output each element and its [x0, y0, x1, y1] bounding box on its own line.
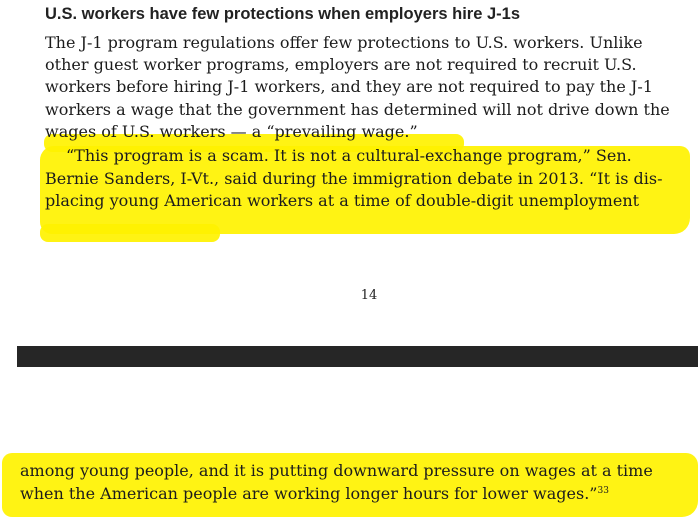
text-line: wages of U.S. workers — a “prevailing wage.” — [45, 122, 418, 141]
footnote-reference: 33 — [597, 486, 609, 496]
section-heading: U.S. workers have few protections when employers hire J-1s — [45, 5, 520, 23]
text-line-content: when the American people are working longer hours for lower wages.” — [20, 484, 598, 503]
text-line: Bernie Sanders, I-Vt., said during the immigration debate in 2013. “It is dis- — [45, 169, 663, 188]
highlight-mark-3 — [40, 224, 220, 242]
text-line-last — [20, 483, 609, 505]
text-line: placing young American workers at a time of double-digit unemployment — [45, 191, 640, 210]
page-break-bar — [17, 346, 698, 367]
text-line: among young people, and it is putting downward pressure on wages at a time — [20, 461, 653, 480]
text-line: other guest worker programs, employers are not required to recruit U.S. — [45, 55, 637, 74]
text-line: “This program is a scam. It is not a cultural-exchange program,” Sen. — [66, 146, 632, 165]
text-line: The J-1 program regulations offer few protections to U.S. workers. Unlike — [45, 33, 643, 52]
text-line: workers before hiring J-1 workers, and they are not required to pay the J-1 — [45, 77, 653, 96]
page-number: 14 — [360, 288, 378, 303]
text-line: workers a wage that the government has determined will not drive down the — [45, 100, 670, 119]
